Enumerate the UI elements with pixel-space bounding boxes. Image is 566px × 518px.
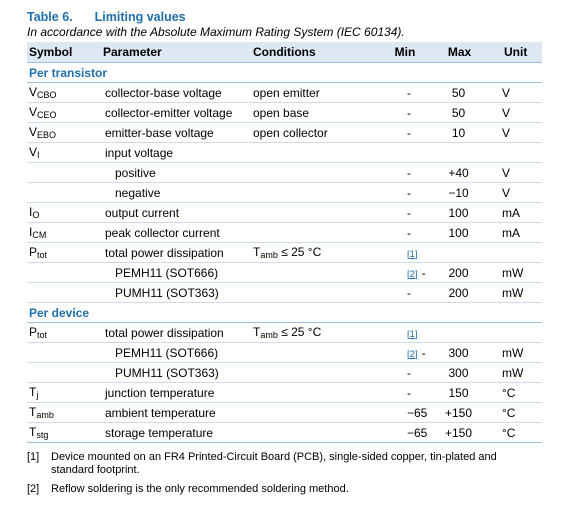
symbol-letter: V	[29, 85, 38, 99]
header-unit: Unit	[484, 42, 542, 63]
footnote-ref-link[interactable]: [2]	[407, 268, 418, 280]
cell-parameter: total power dissipation	[101, 243, 251, 263]
cell-symbol	[27, 243, 101, 263]
cell-symbol	[27, 263, 101, 283]
cell-conditions	[251, 383, 375, 403]
cell-min	[375, 363, 433, 383]
table-body	[27, 63, 542, 443]
cell-conditions	[251, 323, 375, 343]
note-1	[27, 451, 542, 477]
min-value: -	[407, 105, 411, 120]
condition-value: ≤ 25 °C	[277, 245, 322, 259]
cell-conditions	[251, 183, 375, 203]
cell-max: +150	[433, 423, 484, 443]
cell-max: 300	[433, 343, 484, 363]
cell-conditions	[251, 243, 375, 263]
cell-min	[375, 263, 433, 283]
cell-symbol	[27, 343, 101, 363]
condition-text: open collector	[253, 125, 328, 140]
min-value: -	[407, 125, 411, 140]
min-value: −65	[407, 425, 428, 440]
cell-conditions	[251, 103, 375, 123]
header-row	[27, 42, 542, 63]
cell-parameter: negative	[101, 183, 251, 203]
symbol-letter: V	[29, 105, 38, 119]
min-value: -	[407, 205, 411, 220]
cell-unit: mW	[484, 343, 542, 363]
cell-parameter: PEMH11 (SOT666)	[101, 343, 251, 363]
note-text: Device mounted on an FR4 Printed-Circuit Board (PCB), single-sided copper, tin-plated and standard footprint.	[51, 451, 497, 476]
symbol-letter: I	[29, 225, 33, 239]
table-row	[27, 223, 542, 243]
table-row	[27, 123, 542, 143]
symbol-subscript: I	[37, 150, 40, 160]
cell-min	[375, 423, 433, 443]
cell-symbol	[27, 163, 101, 183]
cell-symbol	[27, 423, 101, 443]
min-value: -	[407, 165, 411, 180]
footnote-ref-link[interactable]: [1]	[407, 248, 418, 260]
cell-symbol	[27, 323, 101, 343]
cell-unit: mW	[484, 363, 542, 383]
cell-parameter: collector-base voltage	[101, 83, 251, 103]
table-row	[27, 103, 542, 123]
table-row	[27, 343, 542, 363]
cell-unit: V	[484, 83, 542, 103]
table-row	[27, 383, 542, 403]
cell-parameter: collector-emitter voltage	[101, 103, 251, 123]
cell-min	[375, 183, 433, 203]
cell-max: 100	[433, 223, 484, 243]
cell-unit: °C	[484, 423, 542, 443]
cell-max: 10	[433, 123, 484, 143]
cell-unit: V	[484, 103, 542, 123]
cell-symbol	[27, 103, 101, 123]
cell-max: 100	[433, 203, 484, 223]
symbol-letter: V	[29, 125, 38, 139]
table-row	[27, 183, 542, 203]
note-tag: [1]	[27, 451, 40, 463]
cell-parameter: input voltage	[101, 143, 251, 163]
cell-min	[375, 343, 433, 363]
symbol-subscript: stg	[36, 430, 49, 440]
table-row	[27, 143, 542, 163]
cell-symbol	[27, 223, 101, 243]
condition-subscript: amb	[260, 330, 278, 340]
symbol-letter: T	[29, 425, 37, 439]
cell-min	[375, 103, 433, 123]
cell-min	[375, 243, 433, 263]
cell-max: +150	[433, 403, 484, 423]
cell-min	[375, 203, 433, 223]
table-caption	[27, 10, 186, 24]
note-2	[27, 483, 542, 496]
cell-conditions	[251, 223, 375, 243]
symbol-letter: P	[29, 245, 38, 259]
symbol-subscript: EBO	[37, 130, 57, 140]
cell-parameter: emitter-base voltage	[101, 123, 251, 143]
note-tag: [2]	[27, 483, 40, 495]
symbol-subscript: O	[32, 210, 40, 220]
condition-text: open emitter	[253, 85, 320, 100]
symbol-subscript: CBO	[37, 90, 57, 100]
limiting-values-table	[27, 42, 542, 443]
cell-symbol	[27, 203, 101, 223]
table-row	[27, 203, 542, 223]
cell-conditions	[251, 123, 375, 143]
cell-conditions	[251, 203, 375, 223]
cell-symbol	[27, 83, 101, 103]
table-row	[27, 263, 542, 283]
cell-max: 300	[433, 363, 484, 383]
cell-max: 150	[433, 383, 484, 403]
table-row	[27, 323, 542, 343]
section-per-transistor	[27, 63, 542, 83]
table-row	[27, 163, 542, 183]
condition-text: open base	[253, 105, 310, 120]
cell-max: −10	[433, 183, 484, 203]
table-row	[27, 83, 542, 103]
cell-conditions	[251, 83, 375, 103]
symbol-subscript: amb	[36, 410, 54, 420]
cell-parameter: positive	[101, 163, 251, 183]
min-value: -	[421, 345, 426, 360]
cell-unit: °C	[484, 403, 542, 423]
table-title: Limiting values	[94, 10, 186, 24]
cell-symbol	[27, 383, 101, 403]
symbol-letter: V	[29, 145, 38, 159]
cell-symbol	[27, 283, 101, 303]
section-label: Per device	[27, 303, 542, 323]
section-per-device	[27, 303, 542, 323]
cell-unit: mA	[484, 223, 542, 243]
cell-unit: V	[484, 123, 542, 143]
symbol-letter: P	[29, 325, 38, 339]
cell-parameter: output current	[101, 203, 251, 223]
cell-min	[375, 163, 433, 183]
cell-parameter: ambient temperature	[101, 403, 251, 423]
condition-symbol: T	[253, 245, 261, 259]
table-row	[27, 243, 542, 263]
cell-symbol	[27, 183, 101, 203]
condition-subscript: amb	[260, 250, 278, 260]
cell-parameter: PUMH11 (SOT363)	[101, 283, 251, 303]
symbol-letter: T	[29, 405, 37, 419]
note-text: Reflow soldering is the only recommended soldering method.	[51, 483, 349, 495]
cell-min	[375, 223, 433, 243]
section-label: Per transistor	[27, 63, 542, 83]
condition-value: ≤ 25 °C	[277, 325, 322, 339]
cell-unit: V	[484, 163, 542, 183]
condition-symbol: T	[253, 325, 261, 339]
footnote-ref-link[interactable]: [1]	[407, 328, 418, 340]
symbol-subscript: tot	[37, 250, 48, 260]
cell-conditions	[251, 143, 375, 163]
cell-symbol	[27, 143, 101, 163]
header-parameter: Parameter	[101, 42, 251, 63]
min-value: -	[407, 185, 411, 200]
cell-conditions	[251, 423, 375, 443]
cell-max: 200	[433, 283, 484, 303]
min-value: -	[407, 385, 411, 400]
cell-unit: °C	[484, 383, 542, 403]
header-conditions: Conditions	[251, 42, 375, 63]
symbol-letter: I	[29, 205, 33, 219]
cell-conditions	[251, 403, 375, 423]
cell-min	[375, 323, 433, 343]
cell-parameter: total power dissipation	[101, 323, 251, 343]
cell-max: 50	[433, 103, 484, 123]
table-row	[27, 423, 542, 443]
symbol-letter: T	[29, 385, 37, 399]
symbol-subscript: CEO	[37, 110, 57, 120]
table-number: Table 6.	[27, 10, 73, 24]
cell-parameter: storage temperature	[101, 423, 251, 443]
cell-symbol	[27, 363, 101, 383]
min-value: -	[407, 285, 411, 300]
header-symbol: Symbol	[27, 42, 101, 63]
cell-unit	[484, 243, 542, 263]
cell-unit: mA	[484, 203, 542, 223]
cell-max	[433, 243, 484, 263]
footnote-ref-link[interactable]: [2]	[407, 348, 418, 360]
cell-unit	[484, 143, 542, 163]
cell-symbol	[27, 403, 101, 423]
table-row	[27, 403, 542, 423]
cell-max: 50	[433, 83, 484, 103]
table-row	[27, 283, 542, 303]
cell-symbol	[27, 123, 101, 143]
min-value: -	[407, 365, 411, 380]
cell-min	[375, 283, 433, 303]
cell-parameter: PUMH11 (SOT363)	[101, 363, 251, 383]
cell-conditions	[251, 163, 375, 183]
cell-max: 200	[433, 263, 484, 283]
header-min: Min	[375, 42, 433, 63]
cell-min	[375, 83, 433, 103]
min-value: -	[407, 225, 411, 240]
cell-unit: mW	[484, 283, 542, 303]
cell-max	[433, 143, 484, 163]
cell-min	[375, 403, 433, 423]
table-subcaption: In accordance with the Absolute Maximum Rating System (IEC 60134).	[27, 25, 405, 39]
cell-unit: mW	[484, 263, 542, 283]
cell-conditions	[251, 363, 375, 383]
cell-parameter: peak collector current	[101, 223, 251, 243]
cell-conditions	[251, 263, 375, 283]
table-notes	[27, 451, 542, 502]
cell-max: +40	[433, 163, 484, 183]
cell-min	[375, 123, 433, 143]
cell-conditions	[251, 283, 375, 303]
cell-min	[375, 383, 433, 403]
cell-min	[375, 143, 433, 163]
min-value: −65	[407, 405, 428, 420]
symbol-subscript: tot	[37, 330, 48, 340]
table-row	[27, 363, 542, 383]
header-max: Max	[433, 42, 484, 63]
symbol-subscript: CM	[32, 230, 47, 240]
cell-unit	[484, 323, 542, 343]
cell-max	[433, 323, 484, 343]
cell-conditions	[251, 343, 375, 363]
min-value: -	[421, 265, 426, 280]
cell-parameter: junction temperature	[101, 383, 251, 403]
cell-parameter: PEMH11 (SOT666)	[101, 263, 251, 283]
cell-unit: V	[484, 183, 542, 203]
symbol-subscript: j	[36, 390, 39, 400]
min-value: -	[407, 85, 411, 100]
